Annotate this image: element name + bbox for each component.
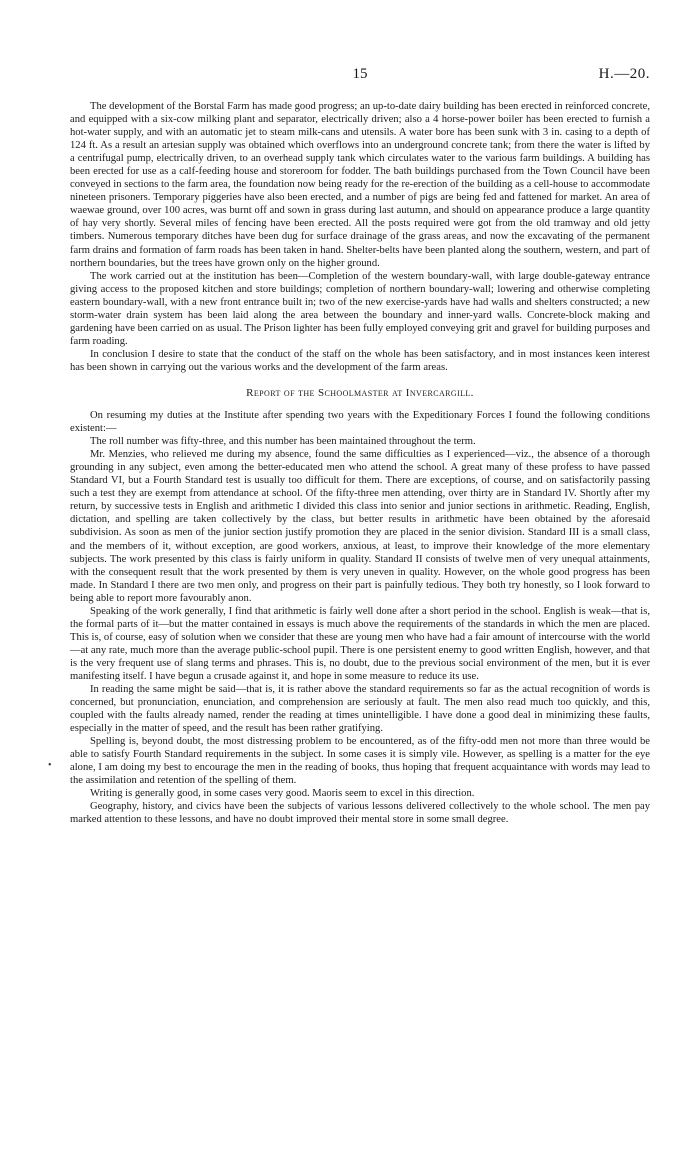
page-header [70,66,650,86]
paragraph: Mr. Menzies, who relieved me during my absence, found the same difficulties as I experienced—viz., the absence of a thorough grounding in any subject, even among the better-educated men who attend the school. A great many of these profess to have passed Standard VI, but a Fourth Standard test is usually too difficult for them. There are exceptions, of course, and on satisfactorily passing such a test they are exempt from attendance at school. Of the fifty-three men attending, over thirty are in Standard IV. Shortly after my return, by successive tests in English and arithmetic I divided this class into senior and junior sections in arithmetic. Reading, English, dictation, and spelling are taken collectively by the class, but better results in arithmetic have been obtained by the aforesaid subdivision. As soon as men of the junior section justify promotion they are placed in the senior division. Standard III is a small class, and the members of it, without exception, are good workers, anxious, at least, to improve their knowledge of the more elementary subjects. The work presented by this class is fairly uniform in quality. Standard II consists of twelve men of very unequal attainments, with the consequent result that the work presented by them is very uneven in quality. However, on the whole good progress has been made. In Standard I there are two men only, and progress on their part is painfully tedious. They both try honestly, so I look forward to being able to report more favourably anon. [70,449,650,604]
paragraph: The work carried out at the institution has been—Completion of the western boundary-wall, with large double-gateway entrance giving access to the proposed kitchen and store buildings; completion of northern boundary-wall; lowering and otherwise completing eastern boundary-wall, with a new front entrance built in; two of the new exercise-yards have had walls and shelters constructed; a new storm-water drain system has been laid along the area between the boundary and inner-yard walls. Concrete-block making and gardening have been carried on as usual. The Prison lighter has been fully employed conveying grit and gravel for building purposes and farm roading. [70,270,650,347]
paragraph: In conclusion I desire to state that the conduct of the staff on the whole has been satisfactory, and in most instances keen interest has been shown in carrying out the various works and the development of the farm areas. [70,348,650,373]
section-title: Report of the Schoolmaster at Invercargill. [246,386,474,399]
paragraph: Spelling is, beyond doubt, the most distressing problem to be encountered, as of the fifty-odd men not more than three would be able to satisfy Fourth Standard requirements in the subject. In some cases it is simply vile. However, as spelling is a matter for the eye alone, I am doing my best to encourage the men in the reading of books, thus hoping that frequent acquaintance with words may lead to the assimilation and retention of the spelling of them. [70,736,650,787]
page-number: 15 [352,66,368,82]
paragraph: Speaking of the work generally, I find that arithmetic is fairly well done after a short period in the school. English is weak—that is, the formal parts of it—but the matter contained in essays is much above the requirements of the standards in which the men are placed. This is, of course, easy of solution when we consider that these are young men who have had a fair amount of intercourse with the world—at any rate, much more than the average public-school pupil. There is one persistent enemy to good written English, however, and that is the very frequent use of slang terms and phrases. This is, no doubt, due to the previous social environment of the men, but it is ever manifesting itself. I have begun a crusade against it, and hope in some measure to reduce its use. [70,605,650,682]
paragraph: In reading the same might be said—that is, it is rather above the standard requirements so far as the actual recognition of words is concerned, but pronunciation, enunciation, and comprehension are seriously at fault. The men also read much too quickly, and this, coupled with the faults already named, render the reading at times unintelligible. I have done a good deal in minimizing these faults, especially in the matter of speed, and the result has been rather gratifying. [70,684,650,735]
paragraph: Geography, history, and civics have been the subjects of various lessons delivered collectively to the whole school. The men pay marked attention to these lessons, and have no doubt improved their mental store in some small degree. [70,801,650,826]
borstal-farm-section [70,100,650,374]
paragraph: The roll number was fifty-three, and this number has been maintained throughout the term. [90,436,476,448]
paragraph: Writing is generally good, in some cases very good. Maoris seem to excel in this direction. [90,788,475,800]
paragraph: On resuming my duties at the Institute after spending two years with the Expeditionary Forces I found the following conditions existent:— [70,410,650,435]
margin-mark: • [48,760,52,771]
schoolmaster-report-section [70,409,650,827]
document-reference: H.—20. [598,66,650,82]
paragraph: The development of the Borstal Farm has made good progress; an up-to-date dairy building has been erected in reinforced concrete, and equipped with a six-cow milking plant and separator, electrically driven; also a 4 horse-power boiler has been erected to furnish a hot-water supply, and with an automatic jet to steam milk-cans and utensils. A water bore has been sunk with 3 in. casing to a depth of 124 ft. As a result an artesian supply was obtained which overflows into an underground concrete tank; from there the water is lifted by a centrifugal pump, electrically driven, to an overhead supply tank which circulates water to the various farm buildings. A building has been erected for use as a calf-feeding house and storeroom for fodder. The bath buildings purchased from the Town Council have been conveyed in sections to the farm area, the foundation now being ready for the re-erection of the building as a cell-house to accommodate nineteen prisoners. Temporary piggeries have also been erected, and a number of pigs are being fed and fattened for market. An area of waewae ground, over 100 acres, was burnt off and sown in grass during last autumn, and should on appearance produce a large quantity of hay very shortly. Several miles of fencing have been erected. All the posts required were got from the old tramway and old jetty timbers. Numerous temporary ditches have been dug for surface drainage of the grass areas, and now the excavating of the permanent farm drains and formation of farm roads has been taken in hand. Shelter-belts have been planted along the southern, western, and part of northern boundaries, but the trees have grown only on the higher ground. [70,101,650,269]
body-text [70,100,650,827]
